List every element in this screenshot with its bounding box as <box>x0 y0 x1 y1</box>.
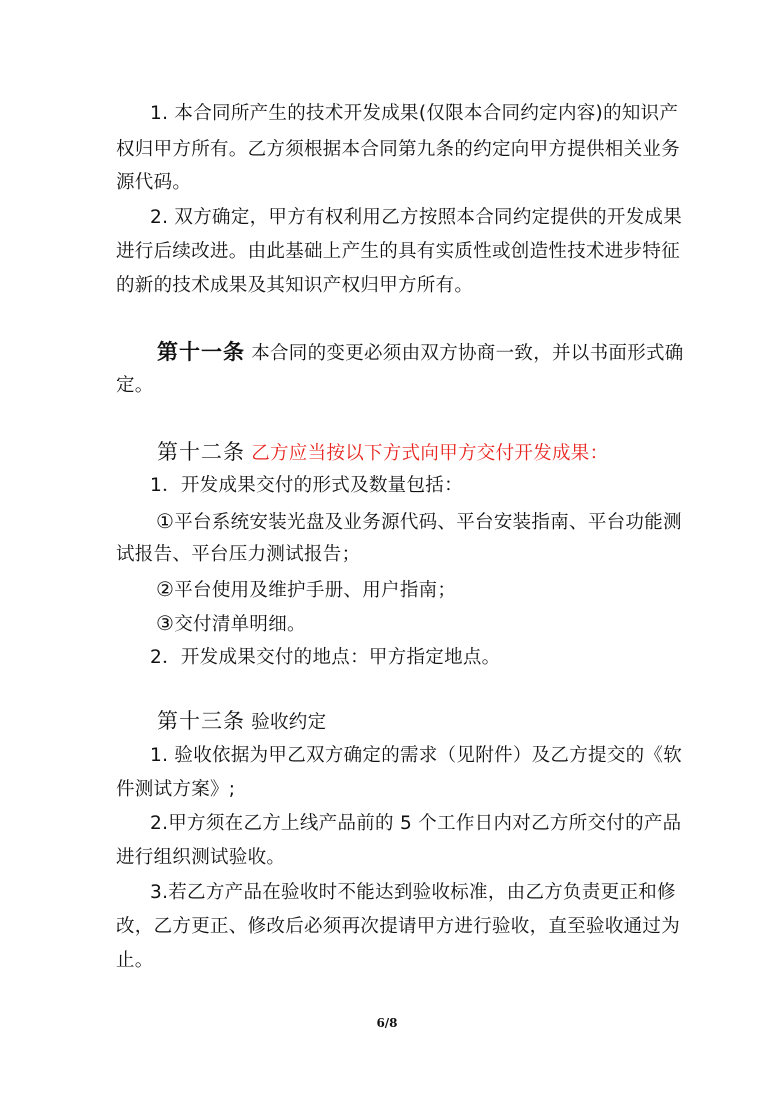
circled-one-mark: ① <box>156 509 175 533</box>
circled1-text: 平台系统安装光盘及业务源代码、平台安装指南、平台功能测 <box>174 512 682 533</box>
article-12-intro: 乙方应当按以下方式向甲方交付开发成果： <box>251 443 609 464</box>
para1-line1: 1. 本合同所产生的技术开发成果(仅限本合同约定内容)的知识产 <box>150 103 679 124</box>
article-11-line2: 定。 <box>116 375 154 396</box>
page-number: 6/8 <box>376 1016 398 1030</box>
article-11-text: 本合同的变更必须由双方协商一致，并以书面形式确 <box>251 343 684 364</box>
article-12-item2: 2．开发成果交付的地点：甲方指定地点。 <box>150 647 501 668</box>
para2-line3: 的新的技术成果及其知识产权归甲方所有。 <box>116 275 474 296</box>
para1-line2: 权归甲方所有。乙方须根据本合同第九条的约定向甲方提供相关业务 <box>116 139 681 160</box>
para2-line1: 2. 双方确定，甲方有权利用乙方按照本合同约定提供的开发成果 <box>150 207 683 228</box>
article-11-title: 第十一条 <box>157 340 245 364</box>
article-11-heading <box>157 340 684 366</box>
article-12-title: 第十二条 <box>157 440 245 464</box>
article-12-circled3 <box>156 611 306 637</box>
article-13-p1-line2: 件测试方案》; <box>116 779 236 800</box>
circled-three-mark: ③ <box>156 611 175 635</box>
article-12-item1: 1．开发成果交付的形式及数量包括： <box>150 475 463 496</box>
article-12-heading <box>157 440 608 466</box>
article-12-circled1-line1 <box>156 509 682 535</box>
article-13-p2-line1: 2.甲方须在乙方上线产品前的 5 个工作日内对乙方所交付的产品 <box>150 813 682 834</box>
article-13-p3-line1: 3.若乙方产品在验收时不能达到验收标准，由乙方负责更正和修 <box>150 882 676 903</box>
article-13-heading <box>157 709 326 735</box>
para2-line2: 进行后续改进。由此基础上产生的具有实质性或创造性技术进步特征 <box>116 241 681 262</box>
para1-line3: 源代码。 <box>116 172 192 193</box>
article-13-p3-line3: 止。 <box>116 950 154 971</box>
article-13-subtitle: 验收约定 <box>251 712 327 733</box>
article-12-circled2 <box>156 577 456 603</box>
article-13-p1-line1: 1. 验收依据为甲乙双方确定的需求（见附件）及乙方提交的《软 <box>150 745 683 766</box>
article-13-p2-line2: 进行组织测试验收。 <box>116 847 286 868</box>
circled3-text: 交付清单明细。 <box>174 614 306 635</box>
article-13-p3-line2: 改，乙方更正、修改后必须再次提请甲方进行验收，直至验收通过为 <box>116 916 681 937</box>
article-12-circled1-line2: 试报告、平台压力测试报告； <box>116 544 361 565</box>
circled2-text: 平台使用及维护手册、用户指南； <box>174 580 457 601</box>
article-13-title: 第十三条 <box>157 709 245 733</box>
circled-two-mark: ② <box>156 577 175 601</box>
